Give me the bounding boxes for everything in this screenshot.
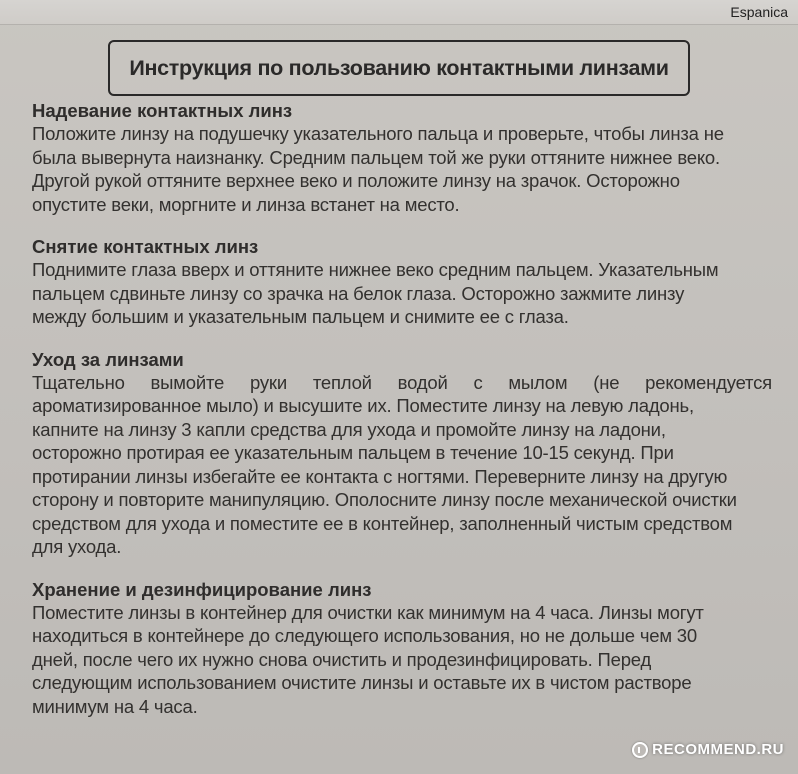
section-care (32, 349, 772, 559)
text-line: Тщательно вымойте руки теплой водой с мылом (не рекомендуется (32, 371, 772, 393)
text-line: между большим и указательным пальцем и снимите ее с глаза. (32, 306, 569, 327)
section-heading: Хранение и дезинфицирование линз (32, 578, 372, 600)
text-line: Другой рукой оттяните верхнее веко и положите линзу на зрачок. Осторожно (32, 170, 680, 191)
text-line: осторожно протирая ее указательным пальцем в течение 10-15 секунд. При (32, 442, 674, 463)
author-watermark: Espanica (730, 4, 788, 20)
section-storage (32, 579, 772, 719)
section-heading: Снятие контактных линз (32, 236, 259, 257)
section-putting-on (32, 100, 772, 216)
text-line: Поместите линзы в контейнер для очистки как минимум на 4 часа. Линзы могут (32, 601, 704, 623)
text-line: опустите веки, моргните и линза встанет на место. (32, 193, 460, 215)
text-line: дней, после чего их нужно снова очистить и продезинфицировать. Перед (32, 648, 652, 670)
site-watermark (632, 741, 784, 758)
title-box (108, 40, 690, 96)
text-line: сторону и повторите манипуляцию. Ополосните линзу после механической очистки (32, 489, 737, 510)
text-line: минимум на 4 часа. (32, 695, 198, 717)
text-line: капните на линзу 3 капли средства для ухода и промойте линзу на ладони, (32, 418, 666, 440)
text-line: для ухода. (32, 536, 122, 557)
text-line: была вывернута наизнанку. Средним пальцем той же руки оттяните нижнее веко. (32, 146, 720, 168)
text-line: следующим использованием очистите линзы и оставьте их в чистом растворе (32, 672, 692, 693)
section-removal (32, 236, 772, 329)
text-line: протирании линзы избегайте ее контакта с ногтями. Переверните линзу на другую (32, 465, 728, 487)
site-watermark-text: RECOMMEND.RU (652, 741, 784, 758)
text-line: средством для ухода и поместите ее в контейнер, заполненный чистым средством (32, 512, 733, 534)
text-line: ароматизированное мыло) и высушите их. Поместите линзу на левую ладонь, (32, 395, 694, 416)
document-title: Инструкция по пользованию контактными линзами (129, 55, 669, 80)
paper-top-edge (0, 0, 798, 25)
text-line: находиться в контейнере до следующего использования, но не дольше чем 30 (32, 625, 697, 646)
recommend-logo-icon (632, 742, 648, 758)
text-line: Положите линзу на подушечку указательного пальца и проверьте, чтобы линза не (32, 123, 724, 144)
instruction-content (32, 100, 772, 718)
text-line: пальцем сдвиньте линзу со зрачка на белок глаза. Осторожно зажмите линзу (32, 282, 685, 304)
section-heading: Надевание контактных линз (32, 100, 293, 121)
text-line: Поднимите глаза вверх и оттяните нижнее веко средним пальцем. Указательным (32, 259, 719, 280)
section-heading: Уход за линзами (32, 348, 184, 370)
